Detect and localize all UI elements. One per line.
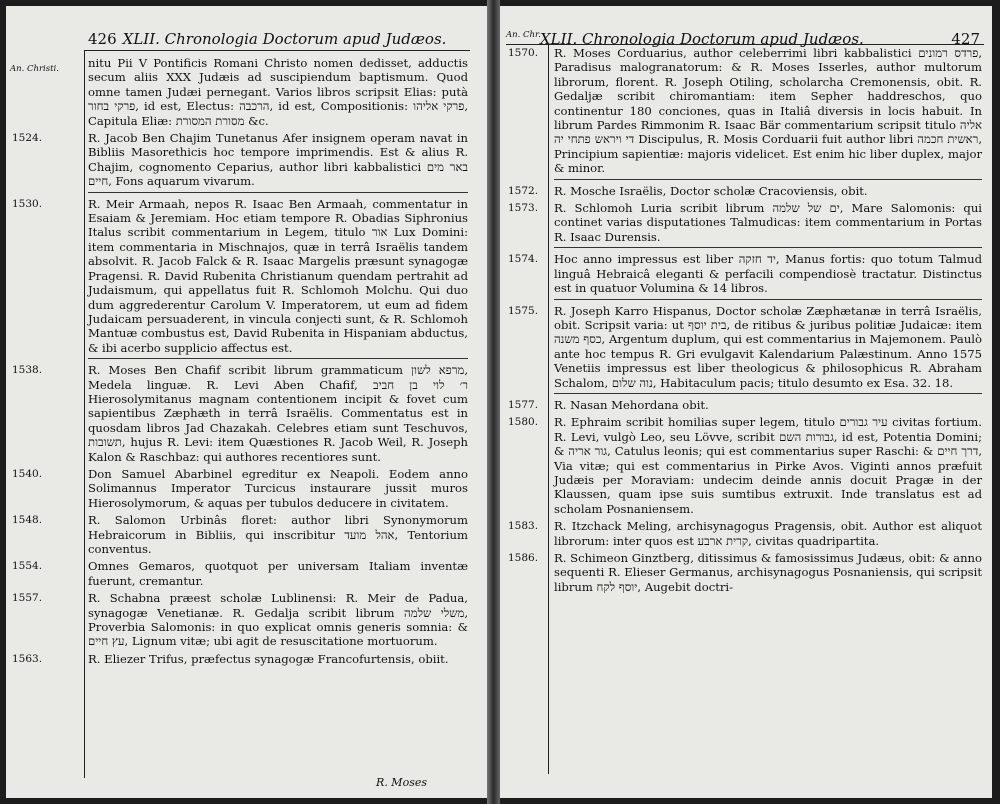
right-page-title: XLII. Chronologia Doctorum apud Judæos. [540, 30, 864, 48]
entry-year: 1572. [508, 184, 539, 197]
divider [554, 299, 982, 300]
entry-text: R. Joseph Karro Hispanus, Doctor scholæ Zæphætanæ in terrâ Israëlis, obit. Scripsit varia: ut בית יוסף, de ritibus & juribus politiæ Judaicæ: item כסף משנה, Argentum duplum, qui est commentarius in Majemonem. Paulò ante hoc tempus R. Gri evulgavit Kalendarium Palæstinum. Anno 1575 Venetiis impressus est liber theologicus & philosophicus R. Abraham Schalom, נוה שלום, Habitaculum pacis; titulo desumto ex Esa. 32. 18. [554, 303, 982, 390]
entry-text: R. Salomon Urbinâs floret: author libri Synonymorum Hebraicorum in Bibliis, qui inscribitur אהל מועד, Tentorium conventus. [88, 513, 468, 556]
entry-text: R. Nasan Mehordana obit. [554, 397, 709, 412]
catchword: R. Moses [376, 776, 427, 789]
entry-text: R. Ephraim scribit homilias super legem, titulo עיר גבורים civitas fortium. R. Levi, vulgò Leo, seu Lövve, scribit גבורות השם, id est, Potentia Domini; & גור אריה, Catulus leonis; qui est commentarius super Raschi: & דרך חיים, Via vitæ; qui est commentarius in Pirke Avos. Viginti annos præfuit Judæis per Moraviam: undecim deinde annis docuit Pragæ in der Klaussen, quam ipse suis sumtibus extruxit. Inde translatus est ad scholam Posnaniensem. [554, 415, 982, 516]
entry-year: 1538. [12, 364, 43, 377]
left-page-title: XLII. Chronologia Doctorum apud Judæos. [122, 30, 447, 48]
divider [554, 179, 982, 180]
entry-year: 1530. [12, 197, 43, 210]
entry [12, 559, 468, 588]
entry [508, 519, 982, 548]
entry-text: R. Moses Corduarius, author celeberrimi libri kabbalistici פרדס רמונים, Paradisus malogranatorum: & R. Moses Isserles, author multorum librorum, florent. R. Joseph Otiling, scholarcha Cremonensis, obit. R. Gedaljæ scribit chiromantiam: item Sepher haddreschos, quo continentur 180 conciones, quas in Italiâ diversis in locis habuit. In librum Pardes Rimmonim R. Isaac Bär commentarium scripsit titulo אליה די ויראש פתחי יה Discipulus, R. Mosis Corduarii fuit author libri ראשית חכמה, Principium sapientiæ: majoris videlicet. Est enim hic liber duplex, major & minor. [554, 46, 983, 176]
right-margin-rule [548, 44, 549, 774]
entry-text: Hoc anno impressus est liber יד חזקה, Manus fortis: quo totum Talmud linguâ Hebraicâ eleganti & perfacili compendiosè tractatur. Distinctus est in quatuor Volumina & 14 libros. [554, 252, 982, 296]
entry-year: 1586. [508, 552, 539, 564]
left-page [6, 6, 487, 798]
entry-year: 1580. [508, 416, 539, 429]
entry-text: Don Samuel Abarbinel egreditur ex Neapoli. Eodem anno Solimannus Imperator Turcicus instaurare jussit muros Hierosolymorum, & aquas per tubulos deducere in civitatem. [88, 466, 468, 510]
entry-year: 1554. [12, 560, 43, 573]
entry [12, 131, 468, 189]
entry-text: R. Schimeon Ginztberg, ditissimus & famosissimus Judæus, obit: & anno sequenti R. Elieser Germanus, archisynagogus Posnaniensis, qui scripsit librum יוסף לקח, Augebit doctri- [554, 551, 982, 594]
entry [12, 651, 468, 666]
book-gutter [487, 0, 500, 804]
entry-year: 1583. [508, 520, 539, 533]
divider [554, 393, 982, 394]
entry [12, 466, 468, 510]
entry-year: 1557. [12, 592, 43, 605]
right-margin-header: An. Chr. [506, 30, 541, 40]
entry [508, 183, 982, 198]
entry-year: 1574. [508, 253, 539, 266]
left-running-head [88, 30, 446, 48]
entry-text: R. Jacob Ben Chajim Tunetanus Afer insignem operam navat in Bibliis Masorethicis hoc tempore imprimendis. Est & alius R. Chajim, cognomento Ceparius, author libri kabbalistici באר מים חיים, Fons aquarum vivarum. [88, 131, 468, 189]
right-page [500, 6, 992, 798]
entry [12, 513, 468, 556]
entry-year: 1575. [508, 304, 539, 317]
entry-text: R. Eliezer Trifus, præfectus synagogæ Francofurtensis, obiit. [88, 651, 449, 666]
left-margin-header: An. Christi. [10, 64, 59, 74]
entry [508, 303, 982, 390]
entry-text: nitu Pii V Pontificis Romani Christo nomen dedisset, adductis secum aliis XXX Judæis ad suscipiendum baptismum. Quod omne tamen Judæi pernegant. Varios libros scripsit Elias: putà פרקי בחור, id est, Electus: הרכבה, id est, Compositionis: פרקי אליהו, Capitula Eliæ: מסורת המסורת &c. [88, 56, 468, 128]
entry-text: Omnes Gemaros, quotquot per universam Italiam inventæ fuerunt, cremantur. [88, 559, 468, 588]
right-top-rule [506, 44, 984, 45]
entry-text: R. Schabna præest scholæ Lublinensi: R. Meir de Padua, synagogæ Venetianæ. R. Gedalja scribit librum משלי שלמה, Proverbia Salomonis: in quo explicat omnis generis somnia: & עץ חיים, Lignum vitæ; ubi agit de resuscitatione mortuorum. [88, 591, 468, 649]
entry [508, 551, 982, 594]
entry-text: R. Meir Armaah, nepos R. Isaac Ben Armaah, commentatur in Esaiam & Jeremiam. Hoc etiam tempore R. Obadias Siphronius Italus scribit commentarium in Legem, titulo אור Lux Domini: item commentaria in Mischnajos, quæ in terrâ Israëlis tandem absolvit. R. Jacob Falck & R. Isaac Margelis præsunt synagogæ Pragensi. R. David Rubenita Christianum quendam pertrahit ad Judaismum, qui appellatus fuit R. Schlomoh Molchu. Qui duo dum aggrederentur Carolum V. Imperatorem, ut eum ad fidem Judaicam persuaderent, in vincula conjecti sunt, & R. Schlomoh Mantuæ combustus est, David Rubenita in Hispaniam abductus, & ibi acerbo supplicio affectus est. [88, 196, 468, 355]
entry [88, 56, 468, 128]
entry [508, 397, 982, 412]
entry [12, 591, 468, 649]
right-text-column [508, 46, 983, 597]
entry [12, 196, 468, 355]
entry [508, 46, 983, 176]
entry-year: 1563. [12, 652, 43, 665]
left-margin-rule [84, 50, 85, 778]
entry-year: 1570. [508, 47, 539, 59]
entry-text: R. Itzchack Meling, archisynagogus Pragensis, obit. Author est aliquot librorum: inter quos est קרית ארבע, civitas quadripartita. [554, 519, 982, 548]
entry [508, 252, 982, 296]
entry-text: R. Mosche Israëlis, Doctor scholæ Cracoviensis, obit. [554, 183, 868, 198]
entry-year: 1573. [508, 202, 539, 215]
divider [554, 247, 982, 248]
entry-text: R. Moses Ben Chafif scribit librum grammaticum מרפא לשון, Medela linguæ. R. Levi Aben Chafif, ר׳ לוי בן חביב Hierosolymitanus magnam contentionem incipit & fovet cum sapientibus Zæphæth in terrâ Israëlis. Commentatus est in quosdam libros Jad Chazakah. Celebres etiam sunt Teschuvos, תשובות, hujus R. Levi: item Quæstiones R. Jacob Weil, R. Joseph Kalon & Raschbaz: qui authores recentiores sunt. [88, 363, 468, 464]
entry-year: 1524. [12, 132, 43, 145]
divider [88, 192, 468, 193]
entry-year: 1577. [508, 398, 539, 411]
entry-year: 1540. [12, 467, 43, 480]
entry [12, 363, 468, 464]
left-folio: 426 [88, 30, 117, 48]
entry [508, 415, 982, 516]
entry-year: 1548. [12, 514, 43, 527]
right-folio: 427 [951, 30, 980, 48]
divider [88, 358, 468, 359]
entry [508, 201, 983, 244]
entry-text: R. Schlomoh Luria scribit librum ים של שלמה, Mare Salomonis: qui continet varias disputationes Talmudicas: item commentarium in Portas R. Isaac Durensis. [554, 201, 983, 244]
left-top-rule [84, 50, 470, 51]
